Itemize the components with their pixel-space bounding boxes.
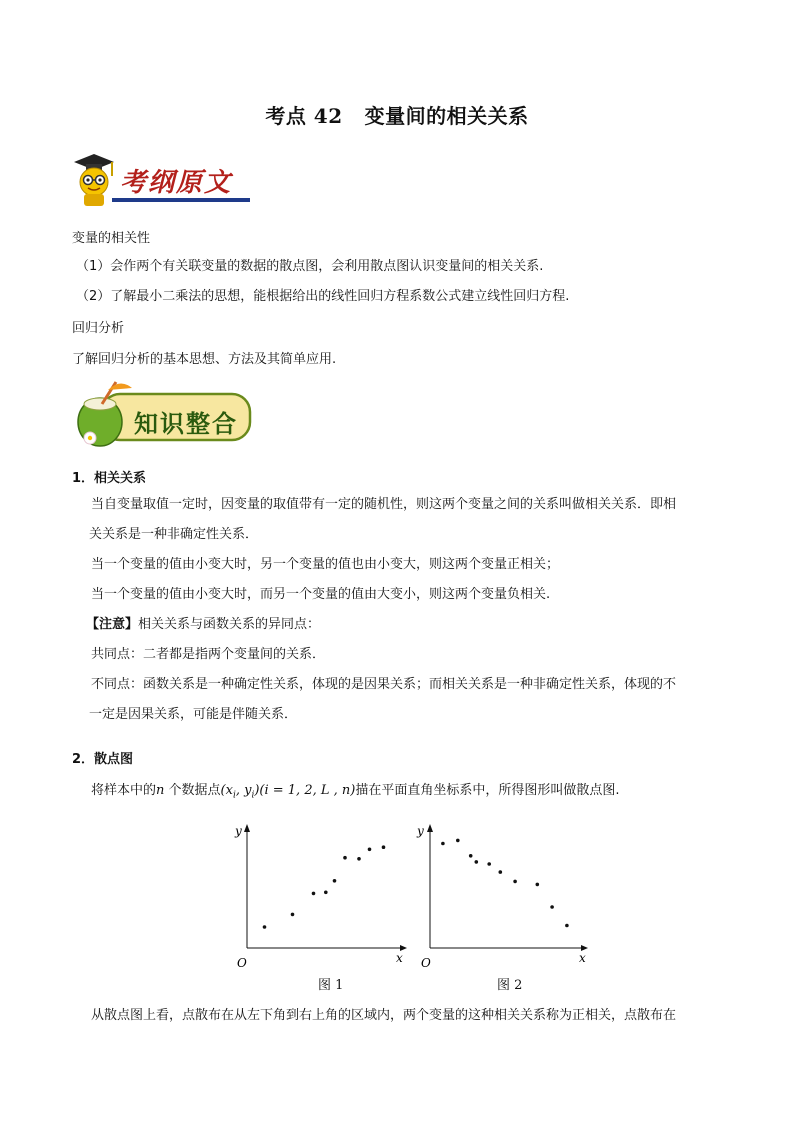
s2-formula-sub-2: i <box>251 790 255 801</box>
syllabus-heading-correlation: 变量的相关性 <box>72 231 151 246</box>
s1-para1-line1: 当自变量取值一定时，因变量的取值带有一定的随机性，则这两个变量之间的关系叫做相关关系．即相 <box>91 497 677 512</box>
fig1-y-arrow <box>244 824 250 832</box>
s1-para1-line2: 关关系是一种非确定性关系． <box>89 527 259 542</box>
s2-last-line: 从散点图上看，点散布在从左下角到右上角的区域内，两个变量的这种相关关系称为正相关，点散布在 <box>91 1008 677 1023</box>
fig2-point-2 <box>456 839 460 843</box>
section-1-number: 1． <box>72 471 95 486</box>
scatter-figures <box>225 820 595 995</box>
fig1-point-2 <box>291 913 295 917</box>
scatter-figure-2 <box>416 824 588 970</box>
fig2-point-7 <box>513 880 517 884</box>
fig2-point-3 <box>469 854 473 858</box>
syllabus-banner-label: 考纲原文 <box>120 168 233 198</box>
fig2-point-1 <box>441 842 445 846</box>
s2-formula-part-a: (x <box>220 783 233 798</box>
section-2-number: 2． <box>72 752 95 767</box>
page-title <box>0 100 794 129</box>
figure-1-caption: 图 1 <box>318 978 344 993</box>
section-1-heading <box>72 467 146 486</box>
s1-note-label: 【注意】 <box>86 617 139 632</box>
s1-para3: 当一个变量的值由小变大时，而另一个变量的值由大变小，则这两个变量负相关. <box>91 587 551 602</box>
section-2-heading <box>72 748 133 767</box>
s2-para1 <box>91 782 619 805</box>
fig1-x-label: x <box>396 951 403 965</box>
fig1-point-9 <box>382 845 386 849</box>
fig1-points <box>263 845 386 928</box>
fig2-y-arrow <box>427 824 433 832</box>
fig1-point-3 <box>312 892 316 896</box>
scatter-figure-1 <box>234 824 407 970</box>
fig2-point-5 <box>487 862 491 866</box>
s1-note <box>86 610 731 640</box>
fig2-point-9 <box>550 905 554 909</box>
title-left: 考点 42 <box>265 104 343 128</box>
s2-para1-mid: 个数据点 <box>164 783 221 798</box>
figure-2-caption: 图 2 <box>497 978 523 993</box>
s2-para1-pre: 将样本中的 <box>91 783 157 798</box>
syllabus-heading-regression: 回归分析 <box>72 321 125 336</box>
section-2-title: 散点图 <box>94 752 134 767</box>
s2-formula <box>220 783 356 801</box>
fig2-x-label: x <box>579 951 586 965</box>
s1-diff-line1: 不同点：函数关系是一种确定性关系，体现的是因果关系；而相关关系是一种非确定性关系，体现的不 <box>91 677 677 692</box>
title-right: 变量间的相关关系 <box>364 104 529 128</box>
syllabus-item-1: （1）会作两个有关联变量的数据的散点图，会利用散点图认识变量间的相关关系. <box>76 259 544 274</box>
syllabus-banner <box>72 150 252 208</box>
s2-formula-sub-1: i <box>232 790 236 801</box>
syllabus-item-3: 了解回归分析的基本思想、方法及其简单应用. <box>72 352 337 367</box>
s1-same: 共同点：二者都是指两个变量间的关系． <box>91 647 326 662</box>
fig2-points <box>441 839 569 928</box>
fig2-point-4 <box>475 860 479 864</box>
fig1-y-label: y <box>235 824 242 838</box>
fig1-point-6 <box>343 856 347 860</box>
fig1-origin-label: O <box>237 956 247 970</box>
s2-formula-part-b: , y <box>235 783 252 798</box>
knowledge-banner-label: 知识整合 <box>134 409 238 438</box>
fig1-point-7 <box>357 857 361 861</box>
fig2-point-8 <box>536 883 540 887</box>
section-1-body <box>86 490 731 730</box>
section-1-title: 相关关系 <box>94 471 147 486</box>
fig2-y-label: y <box>417 824 424 838</box>
s2-para1-post: 描在平面直角坐标系中，所得图形叫做散点图. <box>355 783 620 798</box>
s2-formula-part-c: )(i = 1, 2, L , n) <box>254 783 356 798</box>
fig1-point-5 <box>333 879 337 883</box>
fig1-point-8 <box>368 848 372 852</box>
fig2-point-6 <box>499 870 503 874</box>
s1-note-text: 相关关系与函数关系的异同点： <box>138 617 321 632</box>
fig1-point-1 <box>263 925 267 929</box>
s1-para2: 当一个变量的值由小变大时，另一个变量的值也由小变大，则这两个变量正相关； <box>91 557 560 572</box>
fig2-origin-label: O <box>421 956 431 970</box>
knowledge-banner <box>72 376 254 452</box>
syllabus-item-2: （2）了解最小二乘法的思想，能根据给出的线性回归方程系数公式建立线性回归方程. <box>76 289 570 304</box>
fig1-point-4 <box>324 891 328 895</box>
s2-para1-n: n <box>156 783 165 798</box>
s1-diff-line2: 一定是因果关系，可能是伴随关系． <box>89 707 298 722</box>
fig2-point-10 <box>565 924 569 928</box>
